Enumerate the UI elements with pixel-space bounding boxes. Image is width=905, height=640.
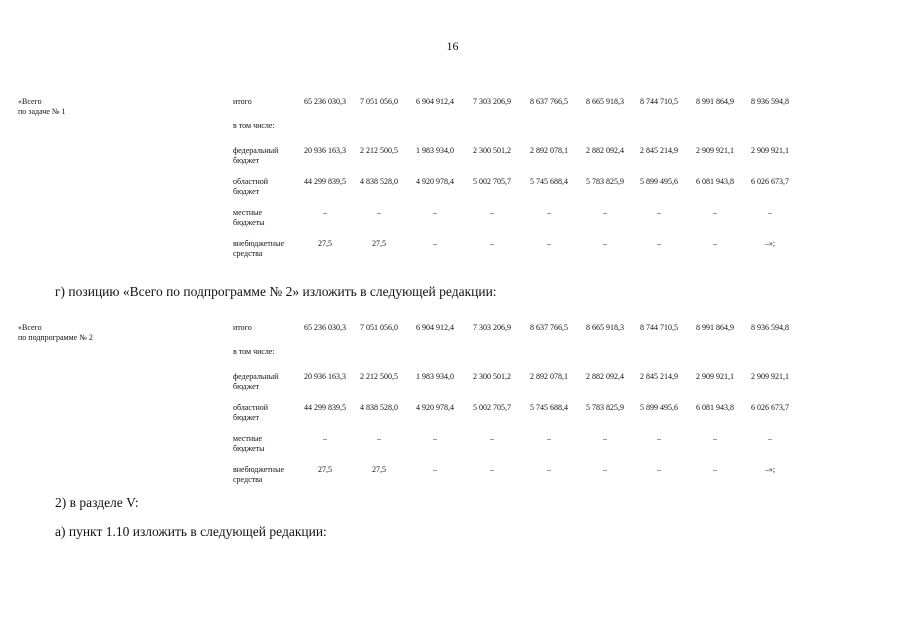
- table-cell: –»;: [764, 465, 776, 474]
- paragraph-g: г) позицию «Всего по подпрограмме № 2» изложить в следующей редакции:: [55, 284, 497, 299]
- table-cell: 5 002 705,7: [473, 403, 511, 412]
- table-label: «Всего по задаче № 1: [18, 97, 66, 116]
- table-cell: 2 892 078,1: [530, 372, 568, 381]
- table-row: [0, 121, 905, 145]
- table-cell: –: [547, 434, 551, 443]
- table-row: [0, 465, 905, 489]
- table-cell: 5 899 495,6: [640, 177, 678, 186]
- table-cell: 44 299 839,5: [304, 403, 346, 412]
- table-cell: 27,5: [318, 465, 332, 474]
- table-cell: 4 838 528,0: [360, 403, 398, 412]
- table-row: [0, 177, 905, 201]
- table-row: [0, 97, 905, 121]
- funding-source: итого: [233, 97, 252, 106]
- table-label: «Всего по подпрограмме № 2: [18, 323, 93, 342]
- table-cell: 27,5: [318, 239, 332, 248]
- table-cell: –: [713, 465, 717, 474]
- funding-source: внебюджетные средства: [233, 465, 284, 484]
- table-cell: –: [713, 434, 717, 443]
- table-cell: 6 904 912,4: [416, 97, 454, 106]
- table-cell: 6 081 943,8: [696, 403, 734, 412]
- table-cell: 2 909 921,1: [751, 146, 789, 155]
- table-cell: 8 991 864,9: [696, 97, 734, 106]
- table-cell: 8 665 918,3: [586, 97, 624, 106]
- table-cell: 2 212 500,5: [360, 146, 398, 155]
- table-cell: 65 236 030,3: [304, 97, 346, 106]
- table-cell: 2 909 921,1: [696, 146, 734, 155]
- table-cell: –: [377, 208, 381, 217]
- table-cell: –: [603, 465, 607, 474]
- table-cell: –: [433, 465, 437, 474]
- table-cell: 1 983 934,0: [416, 146, 454, 155]
- table-cell: 8 665 918,3: [586, 323, 624, 332]
- table-cell: 8 637 766,5: [530, 97, 568, 106]
- table-cell: –: [603, 434, 607, 443]
- table-row: [0, 208, 905, 232]
- table-row: [0, 146, 905, 170]
- table-cell: 5 002 705,7: [473, 177, 511, 186]
- table-cell: 2 909 921,1: [696, 372, 734, 381]
- table-cell: –: [657, 465, 661, 474]
- table-cell: 5 783 825,9: [586, 177, 624, 186]
- table-row: [0, 403, 905, 427]
- table-row: [0, 323, 905, 347]
- table-cell: 27,5: [372, 239, 386, 248]
- table-cell: 8 744 710,5: [640, 97, 678, 106]
- table-cell: 2 300 501,2: [473, 146, 511, 155]
- table-cell: 5 745 688,4: [530, 177, 568, 186]
- table-cell: 7 051 056,0: [360, 323, 398, 332]
- table-cell: 5 783 825,9: [586, 403, 624, 412]
- table-cell: 4 920 978,4: [416, 177, 454, 186]
- table-cell: 6 026 673,7: [751, 177, 789, 186]
- table-cell: 7 303 206,9: [473, 323, 511, 332]
- table-cell: 7 051 056,0: [360, 97, 398, 106]
- table-row: [0, 434, 905, 458]
- table-cell: 8 637 766,5: [530, 323, 568, 332]
- table-cell: 20 936 163,3: [304, 372, 346, 381]
- table-cell: –: [323, 208, 327, 217]
- table-cell: 2 882 092,4: [586, 372, 624, 381]
- table-cell: 2 909 921,1: [751, 372, 789, 381]
- table-cell: 2 892 078,1: [530, 146, 568, 155]
- table-cell: 2 300 501,2: [473, 372, 511, 381]
- table-cell: 4 920 978,4: [416, 403, 454, 412]
- funding-source: федеральный бюджет: [233, 372, 279, 391]
- table-cell: –: [547, 239, 551, 248]
- paragraph-a: а) пункт 1.10 изложить в следующей редакции:: [55, 524, 327, 539]
- table-cell: –: [657, 208, 661, 217]
- table-cell: 8 936 594,8: [751, 97, 789, 106]
- table-cell: 7 303 206,9: [473, 97, 511, 106]
- table-row: [0, 239, 905, 263]
- funding-source: областной бюджет: [233, 177, 269, 196]
- funding-source: местные бюджеты: [233, 434, 265, 453]
- table-cell: 8 744 710,5: [640, 323, 678, 332]
- table-cell: –: [768, 208, 772, 217]
- table-cell: 2 212 500,5: [360, 372, 398, 381]
- funding-source: федеральный бюджет: [233, 146, 279, 165]
- table-cell: 20 936 163,3: [304, 146, 346, 155]
- table-row: [0, 372, 905, 396]
- table-cell: –: [547, 208, 551, 217]
- table-cell: 65 236 030,3: [304, 323, 346, 332]
- paragraph-section-2: 2) в разделе V:: [55, 495, 139, 510]
- table-cell: 4 838 528,0: [360, 177, 398, 186]
- table-cell: –: [323, 434, 327, 443]
- table-cell: 1 983 934,0: [416, 372, 454, 381]
- table-cell: –: [490, 239, 494, 248]
- table-cell: 8 936 594,8: [751, 323, 789, 332]
- table-cell: –: [657, 239, 661, 248]
- table-cell: 2 845 214,9: [640, 146, 678, 155]
- funding-source: итого: [233, 323, 252, 332]
- table-cell: –: [433, 434, 437, 443]
- table-row: [0, 347, 905, 371]
- table-cell: –: [657, 434, 661, 443]
- table-cell: –: [490, 434, 494, 443]
- table-cell: 27,5: [372, 465, 386, 474]
- table-cell: 5 899 495,6: [640, 403, 678, 412]
- funding-source: в том числе:: [233, 121, 275, 130]
- funding-source: в том числе:: [233, 347, 275, 356]
- table-cell: –: [490, 208, 494, 217]
- funding-source: местные бюджеты: [233, 208, 265, 227]
- table-cell: –: [768, 434, 772, 443]
- table-cell: –: [433, 208, 437, 217]
- table-cell: 6 904 912,4: [416, 323, 454, 332]
- table-cell: 8 991 864,9: [696, 323, 734, 332]
- table-cell: –: [713, 239, 717, 248]
- table-cell: –: [490, 465, 494, 474]
- page-number: 16: [446, 39, 459, 53]
- table-cell: 6 026 673,7: [751, 403, 789, 412]
- table-cell: 5 745 688,4: [530, 403, 568, 412]
- table-cell: 2 882 092,4: [586, 146, 624, 155]
- table-cell: –: [603, 208, 607, 217]
- table-cell: 6 081 943,8: [696, 177, 734, 186]
- table-cell: –: [547, 465, 551, 474]
- table-cell: –: [433, 239, 437, 248]
- table-cell: 2 845 214,9: [640, 372, 678, 381]
- funding-source: внебюджетные средства: [233, 239, 284, 258]
- table-cell: 44 299 839,5: [304, 177, 346, 186]
- funding-source: областной бюджет: [233, 403, 269, 422]
- table-cell: –»;: [764, 239, 776, 248]
- table-cell: –: [377, 434, 381, 443]
- table-cell: –: [603, 239, 607, 248]
- table-cell: –: [713, 208, 717, 217]
